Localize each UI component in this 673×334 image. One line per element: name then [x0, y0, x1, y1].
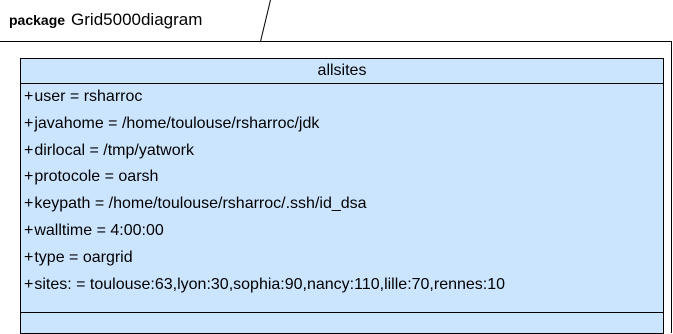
visibility-marker: +: [24, 275, 34, 293]
attribute-user[interactable]: [21, 84, 663, 111]
attribute-dirlocal[interactable]: [21, 138, 663, 165]
attribute-compartment: [21, 84, 663, 298]
class-name: allsites: [21, 59, 663, 84]
attribute-text: javahome = /home/toulouse/rsharroc/jdk: [34, 114, 320, 132]
operations-compartment: [21, 312, 663, 333]
visibility-marker: +: [24, 114, 34, 132]
attribute-text: dirlocal = /tmp/yatwork: [34, 141, 194, 159]
attribute-text: walltime = 4:00:00: [34, 221, 164, 239]
attribute-keypath[interactable]: [21, 191, 663, 218]
visibility-marker: +: [24, 141, 34, 159]
attribute-text: sites: = toulouse:63,lyon:30,sophia:90,nancy:110,lille:70,rennes:10: [34, 275, 506, 293]
attribute-walltime[interactable]: [21, 218, 663, 245]
visibility-marker: +: [24, 88, 34, 105]
package-tab: [0, 0, 271, 42]
package-title: [9, 9, 202, 32]
visibility-marker: +: [24, 168, 34, 186]
attribute-javahome[interactable]: [21, 111, 663, 138]
class-box-allsites[interactable]: [20, 58, 664, 334]
visibility-marker: +: [24, 248, 34, 266]
attribute-sites[interactable]: [21, 272, 663, 299]
attribute-text: protocole = oarsh: [34, 168, 159, 186]
package-name: Grid5000diagram: [71, 10, 203, 29]
attribute-text: type = oargrid: [34, 248, 133, 266]
package-keyword: package: [9, 12, 66, 28]
visibility-marker: +: [24, 195, 34, 213]
attribute-type[interactable]: [21, 245, 663, 272]
attribute-protocole[interactable]: [21, 164, 663, 191]
attribute-text: user = rsharroc: [34, 88, 143, 105]
visibility-marker: +: [24, 221, 34, 239]
attribute-text: keypath = /home/toulouse/rsharroc/.ssh/id_dsa: [34, 195, 367, 213]
